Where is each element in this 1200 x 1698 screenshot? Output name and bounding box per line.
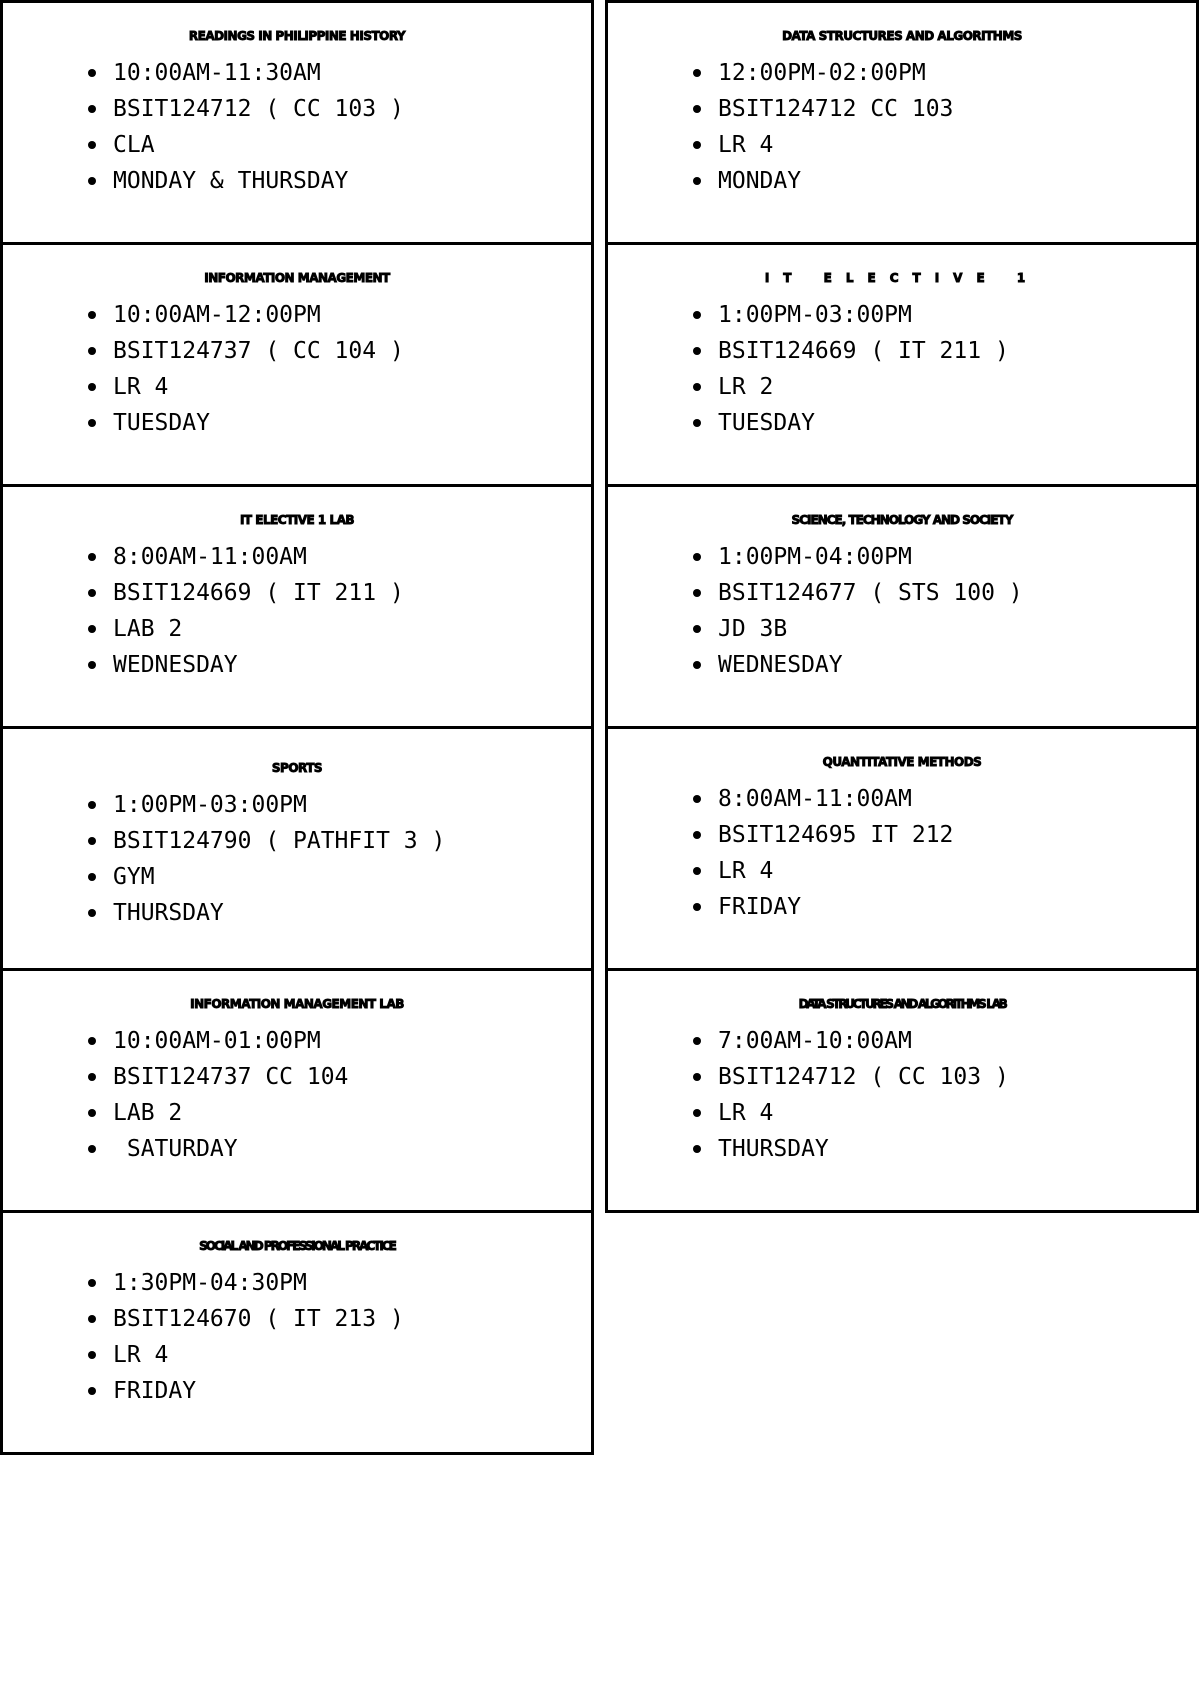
bullet-icon (693, 383, 701, 391)
course-title: IT ELECTIVE 1 LAB (239, 513, 355, 527)
course-time (608, 539, 1196, 575)
course-day-text: FRIDAY (113, 1378, 197, 1404)
bullet-icon (88, 1315, 96, 1323)
course-room-text: LAB 2 (113, 616, 183, 642)
course-code-text: BSIT124677 ( STS 100 ) (718, 580, 1023, 606)
bullet-icon (693, 177, 701, 185)
course-details-list (608, 55, 1196, 199)
course-code (3, 1059, 591, 1095)
course-room-text: CLA (113, 132, 155, 158)
course-details-list (3, 297, 591, 441)
bullet-icon (693, 795, 701, 803)
course-day (608, 405, 1196, 441)
course-code-text: BSIT124790 ( PATHFIT 3 ) (113, 828, 446, 854)
course-room-text: LAB 2 (113, 1100, 183, 1126)
course-room (608, 611, 1196, 647)
bullet-icon (88, 347, 96, 355)
bullet-icon (693, 69, 701, 77)
course-details-list (3, 539, 591, 683)
course-room (608, 369, 1196, 405)
course-room (3, 127, 591, 163)
bullet-icon (88, 419, 96, 427)
bullet-icon (693, 141, 701, 149)
course-details-list (3, 787, 591, 931)
course-time-text: 1:30PM-04:30PM (113, 1270, 307, 1296)
bullet-icon (88, 105, 96, 113)
course-time (3, 55, 591, 91)
course-details-list (608, 297, 1196, 441)
course-room (608, 1095, 1196, 1131)
course-code (3, 1301, 591, 1337)
bullet-icon (88, 69, 96, 77)
course-time-text: 8:00AM-11:00AM (718, 786, 912, 812)
course-details-list (608, 781, 1196, 925)
course-day-text: TUESDAY (113, 410, 210, 436)
bullet-icon (88, 837, 96, 845)
course-code-text: BSIT124737 ( CC 104 ) (113, 338, 404, 364)
bullet-icon (88, 553, 96, 561)
course-code-text: BSIT124669 ( IT 211 ) (718, 338, 1009, 364)
course-day (3, 1373, 591, 1409)
course-details-list (3, 55, 591, 199)
course-card-information-management-lab (0, 968, 594, 1213)
course-room (3, 369, 591, 405)
course-day (3, 1131, 591, 1167)
bullet-icon (693, 105, 701, 113)
course-day-text: WEDNESDAY (718, 652, 843, 678)
bullet-icon (88, 1145, 96, 1153)
course-code-text: BSIT124712 ( CC 103 ) (718, 1064, 1009, 1090)
bullet-icon (693, 347, 701, 355)
bullet-icon (693, 903, 701, 911)
bullet-icon (693, 553, 701, 561)
course-details-list (608, 1023, 1196, 1167)
bullet-icon (88, 1279, 96, 1287)
course-room (3, 859, 591, 895)
course-time-text: 1:00PM-03:00PM (718, 302, 912, 328)
course-room (3, 1095, 591, 1131)
course-title: DATA STRUCTURES AND ALGORITHMS (782, 29, 1022, 43)
bullet-icon (88, 1387, 96, 1395)
bullet-icon (88, 625, 96, 633)
course-time-text: 12:00PM-02:00PM (718, 60, 926, 86)
course-details-list (608, 539, 1196, 683)
bullet-icon (88, 589, 96, 597)
bullet-icon (693, 419, 701, 427)
course-title: READINGS IN PHILIPPINE HISTORY (188, 29, 406, 43)
course-card-science-technology-and-society (605, 484, 1199, 729)
course-day (3, 163, 591, 199)
course-code-text: BSIT124669 ( IT 211 ) (113, 580, 404, 606)
course-details-list (3, 1265, 591, 1409)
course-card-quantitative-methods (605, 726, 1199, 971)
course-day (3, 647, 591, 683)
course-time-text: 8:00AM-11:00AM (113, 544, 307, 570)
bullet-icon (88, 1073, 96, 1081)
bullet-icon (88, 801, 96, 809)
course-room-text: LR 4 (113, 1342, 169, 1368)
course-title: INFORMATION MANAGEMENT (204, 271, 390, 285)
course-time-text: 10:00AM-11:30AM (113, 60, 321, 86)
course-time (608, 1023, 1196, 1059)
course-card-sports (0, 726, 594, 971)
course-title: SCIENCE, TECHNOLOGY AND SOCIETY (791, 513, 1013, 527)
course-card-readings-in-philippine-history (0, 0, 594, 245)
course-card-data-structures-and-algorithms (605, 0, 1199, 245)
course-room-text: GYM (113, 864, 155, 890)
bullet-icon (693, 661, 701, 669)
course-title: DATA STRUCTURES AND ALGORITHMS LAB (798, 997, 1006, 1011)
bullet-icon (88, 141, 96, 149)
course-time (3, 1023, 591, 1059)
bullet-icon (88, 311, 96, 319)
course-title: IT ELECTIVE 1 (764, 271, 1040, 285)
bullet-icon (693, 1073, 701, 1081)
bullet-icon (88, 383, 96, 391)
course-day-text: MONDAY & THURSDAY (113, 168, 349, 194)
course-day-text: WEDNESDAY (113, 652, 238, 678)
course-title: SPORTS (271, 761, 323, 775)
course-code-text: BSIT124695 IT 212 (718, 822, 954, 848)
course-day-text: FRIDAY (718, 894, 802, 920)
course-time (3, 787, 591, 823)
course-room-text: LR 4 (113, 374, 169, 400)
bullet-icon (88, 1037, 96, 1045)
course-day (3, 895, 591, 931)
course-time (608, 297, 1196, 333)
course-card-data-structures-and-algorithms-lab (605, 968, 1199, 1213)
course-day (608, 163, 1196, 199)
course-time (608, 781, 1196, 817)
course-room (608, 127, 1196, 163)
course-room (608, 853, 1196, 889)
bullet-icon (88, 661, 96, 669)
course-card-it-elective-1-lab (0, 484, 594, 729)
course-code (608, 1059, 1196, 1095)
course-room (3, 1337, 591, 1373)
course-time (608, 55, 1196, 91)
course-details-list (3, 1023, 591, 1167)
bullet-icon (693, 1037, 701, 1045)
course-code (608, 817, 1196, 853)
bullet-icon (88, 177, 96, 185)
course-day-text: THURSDAY (718, 1136, 829, 1162)
bullet-icon (88, 1109, 96, 1117)
course-card-information-management (0, 242, 594, 487)
course-time-text: 1:00PM-03:00PM (113, 792, 307, 818)
bullet-icon (693, 867, 701, 875)
course-room-text: LR 4 (718, 132, 774, 158)
course-code (3, 333, 591, 369)
course-code-text: BSIT124737 CC 104 (113, 1064, 349, 1090)
course-time-text: 1:00PM-04:00PM (718, 544, 912, 570)
course-room (3, 611, 591, 647)
course-code (608, 575, 1196, 611)
course-day-text: SATURDAY (113, 1136, 238, 1162)
course-time-text: 10:00AM-12:00PM (113, 302, 321, 328)
course-day-text: THURSDAY (113, 900, 224, 926)
course-code-text: BSIT124670 ( IT 213 ) (113, 1306, 404, 1332)
course-code-text: BSIT124712 ( CC 103 ) (113, 96, 404, 122)
course-time-text: 7:00AM-10:00AM (718, 1028, 912, 1054)
course-time (3, 539, 591, 575)
course-day (608, 1131, 1196, 1167)
course-day-text: MONDAY (718, 168, 802, 194)
course-title: INFORMATION MANAGEMENT LAB (190, 997, 404, 1011)
bullet-icon (88, 909, 96, 917)
course-room-text: LR 2 (718, 374, 774, 400)
course-day (608, 647, 1196, 683)
bullet-icon (693, 1109, 701, 1117)
course-day-text: TUESDAY (718, 410, 815, 436)
course-day (3, 405, 591, 441)
course-time-text: 10:00AM-01:00PM (113, 1028, 321, 1054)
course-code (3, 575, 591, 611)
course-code (608, 91, 1196, 127)
course-title: QUANTITATIVE METHODS (822, 755, 982, 769)
course-title: SOCIAL AND PROFESSIONAL PRACTICE (199, 1239, 395, 1253)
bullet-icon (693, 1145, 701, 1153)
course-card-it-elective-1 (605, 242, 1199, 487)
course-time (3, 297, 591, 333)
course-time (3, 1265, 591, 1301)
bullet-icon (88, 1351, 96, 1359)
course-code (608, 333, 1196, 369)
bullet-icon (693, 589, 701, 597)
bullet-icon (693, 311, 701, 319)
course-room-text: LR 4 (718, 858, 774, 884)
course-code-text: BSIT124712 CC 103 (718, 96, 954, 122)
course-code (3, 823, 591, 859)
bullet-icon (693, 831, 701, 839)
course-card-social-and-professional-practice (0, 1210, 594, 1455)
course-code (3, 91, 591, 127)
bullet-icon (88, 873, 96, 881)
course-room-text: LR 4 (718, 1100, 774, 1126)
course-room-text: JD 3B (718, 616, 788, 642)
bullet-icon (693, 625, 701, 633)
course-day (608, 889, 1196, 925)
